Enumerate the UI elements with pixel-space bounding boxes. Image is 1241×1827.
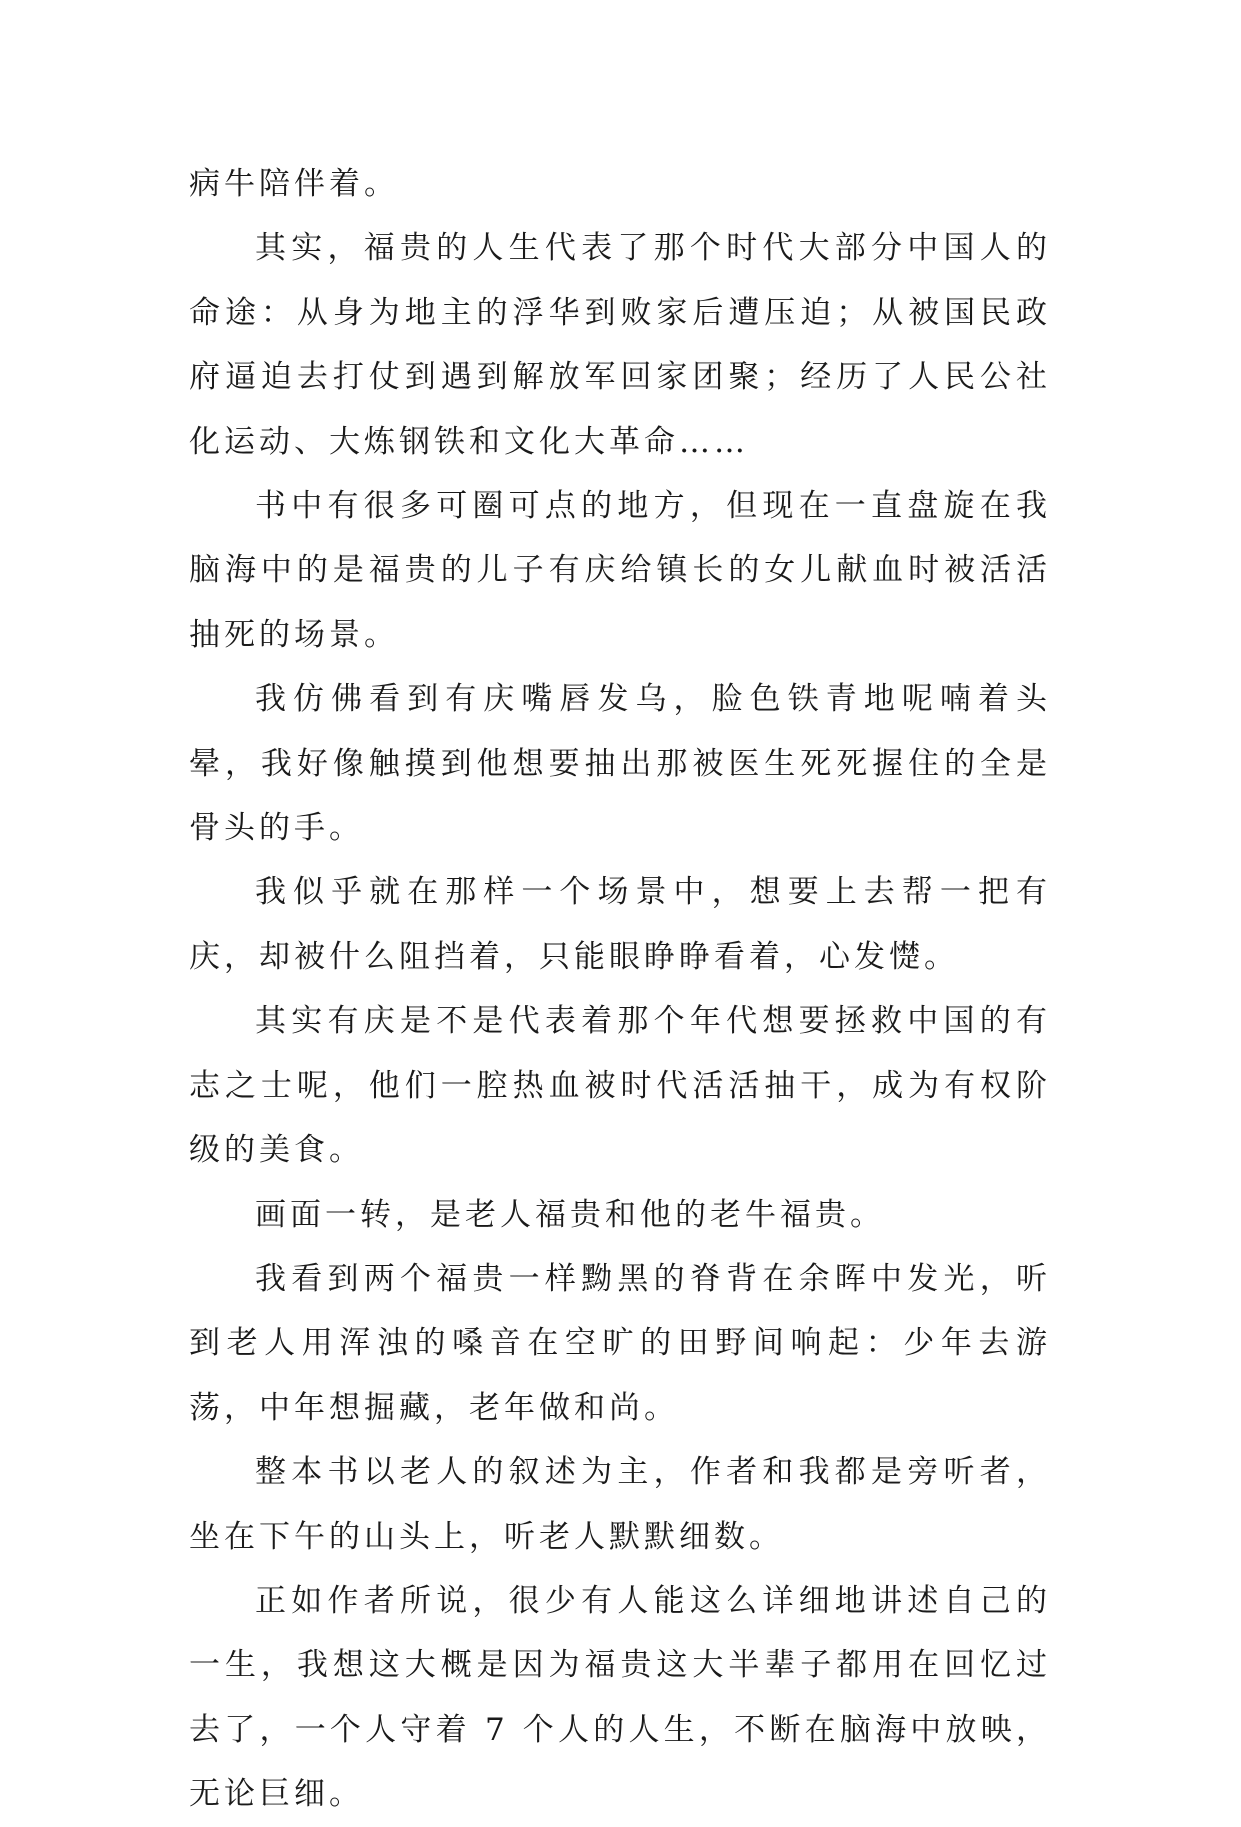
paragraph-5: 我似乎就在那样一个场景中，想要上去帮一把有庆，却被什么阻挡着，只能眼睁睁看着，心发憷。 [189, 874, 1051, 975]
paragraph-2: 其实，福贵的人生代表了那个时代大部分中国人的命途：从身为地主的浮华到败家后遭压迫；从被国民政府逼迫去打仗到遇到解放军回家团聚；经历了人民公社化运动、大炼钢铁和文化大革命…… [189, 230, 1051, 460]
paragraph-6: 其实有庆是不是代表着那个年代想要拯救中国的有志之士呢，他们一腔热血被时代活活抽干，成为有权阶级的美食。 [189, 1003, 1051, 1169]
paragraph-10: 正如作者所说，很少有人能这么详细地讲述自己的一生，我想这大概是因为福贵这大半辈子都用在回忆过去了，一个人守着 7 个人的人生，不断在脑海中放映，无论巨细。 [189, 1582, 1051, 1813]
document-body [189, 152, 1051, 1827]
paragraph-1: 病牛陪伴着。 [189, 166, 399, 202]
paragraph-8: 我看到两个福贵一样黝黑的脊背在余晖中发光，听到老人用浑浊的嗓音在空旷的田野间响起：少年去游荡，中年想掘藏，老年做和尚。 [189, 1260, 1051, 1426]
paragraph-7: 画面一转，是老人福贵和他的老牛福贵。 [255, 1196, 885, 1233]
paragraph-3: 书中有很多可圈可点的地方，但现在一直盘旋在我脑海中的是福贵的儿子有庆给镇长的女儿献血时被活活抽死的场景。 [189, 488, 1051, 653]
paragraph-4: 我仿佛看到有庆嘴唇发乌，脸色铁青地呢喃着头晕，我好像触摸到他想要抽出那被医生死死握住的全是骨头的手。 [189, 681, 1051, 847]
paragraph-9: 整本书以老人的叙述为主，作者和我都是旁听者，坐在下午的山头上，听老人默默细数。 [189, 1454, 1051, 1555]
